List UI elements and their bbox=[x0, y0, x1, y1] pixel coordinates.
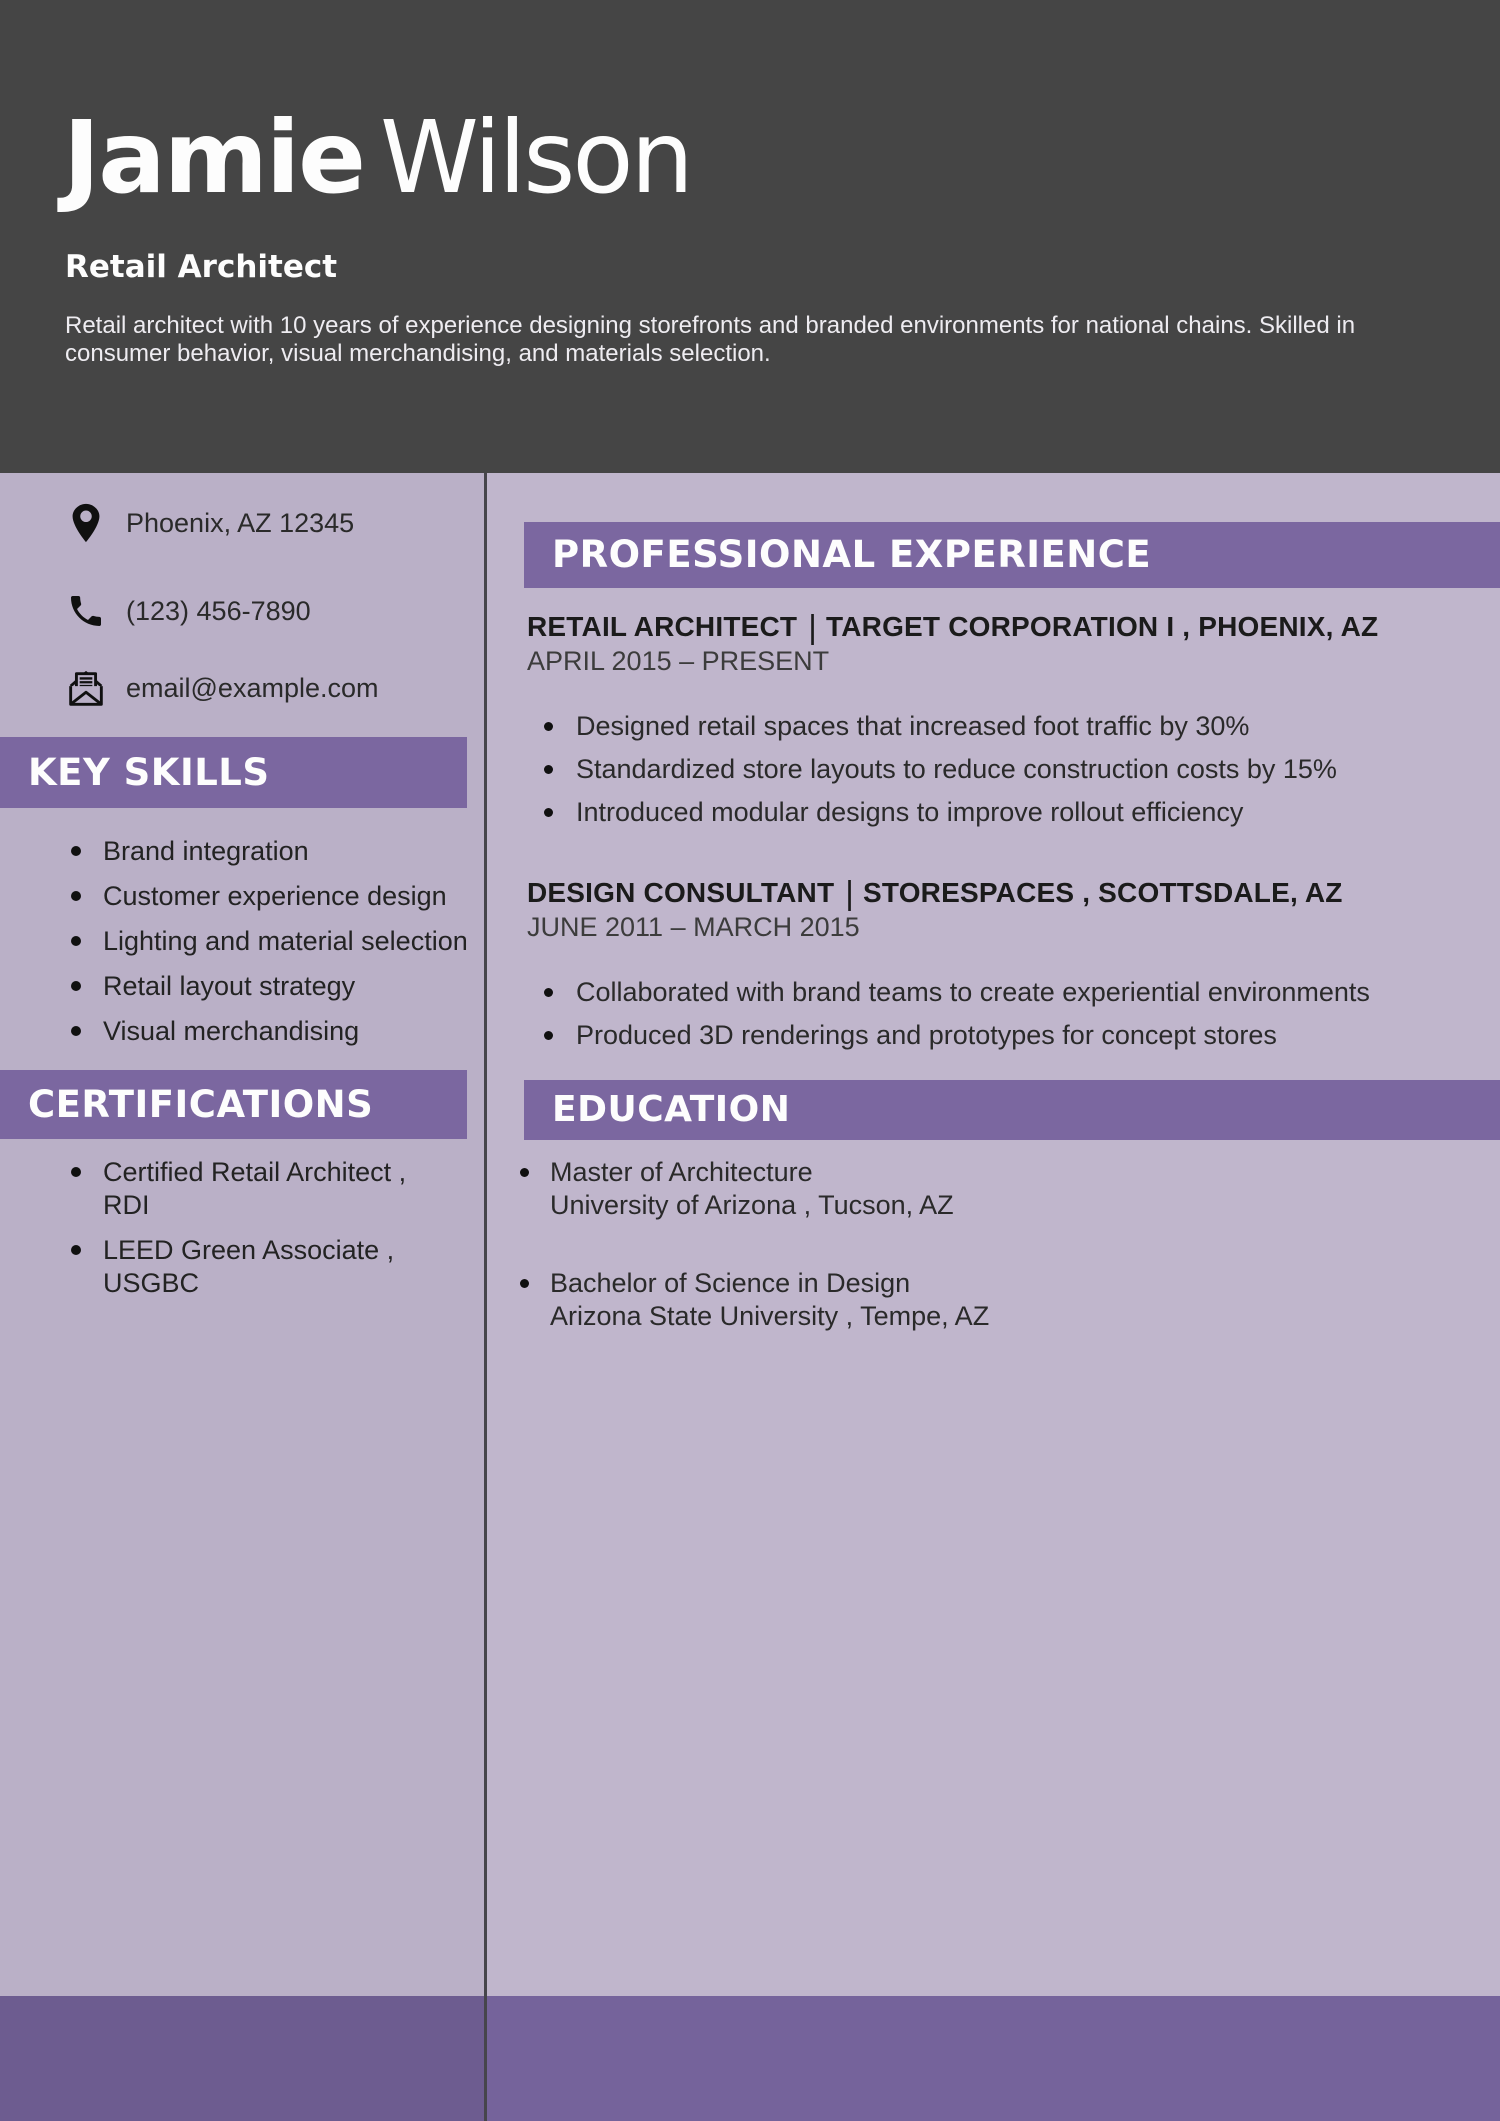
key-skills-heading bbox=[0, 737, 467, 808]
envelope-letter-icon bbox=[60, 665, 112, 711]
list-item: Designed retail spaces that increased foot traffic by 30% bbox=[527, 705, 1337, 748]
email-text: email@example.com bbox=[126, 672, 379, 703]
job-entry bbox=[527, 610, 1480, 678]
job-company: TARGET CORPORATION I , PHOENIX, AZ bbox=[826, 611, 1379, 642]
job-title-line bbox=[527, 876, 1480, 910]
list-item: Brand integration bbox=[0, 835, 478, 868]
job-entry bbox=[527, 876, 1480, 944]
list-item: Standardized store layouts to reduce construction costs by 15% bbox=[527, 748, 1337, 791]
certifications-heading-label: CERTIFICATIONS bbox=[28, 1083, 374, 1126]
phone-text: (123) 456-7890 bbox=[126, 595, 311, 626]
phone-handset-icon bbox=[60, 591, 112, 631]
list-item: Certified Retail Architect , RDI bbox=[0, 1156, 420, 1222]
education-entry bbox=[520, 1267, 989, 1333]
page-footer bbox=[0, 1996, 1500, 2121]
job-bullet-list bbox=[527, 971, 1370, 1057]
page-title: Retail Architect bbox=[65, 249, 338, 285]
location-pin-icon bbox=[60, 500, 112, 546]
list-item: Introduced modular designs to improve rollout efficiency bbox=[527, 791, 1337, 834]
list-item: Customer experience design bbox=[0, 880, 478, 913]
education-heading bbox=[524, 1080, 1500, 1140]
first-name: Jamie bbox=[63, 99, 364, 216]
list-item: Produced 3D renderings and prototypes for concept stores bbox=[527, 1014, 1370, 1057]
location-text: Phoenix, AZ 12345 bbox=[126, 507, 355, 538]
list-item: Collaborated with brand teams to create experiential environments bbox=[527, 971, 1370, 1014]
job-dates: APRIL 2015 – PRESENT bbox=[527, 646, 830, 676]
key-skills-list bbox=[0, 835, 478, 1060]
list-item: Retail layout strategy bbox=[0, 970, 478, 1003]
profile-summary: Retail architect with 10 years of experience designing storefronts and branded environments for national chains. Skilled in consumer behavior, visual merchandising, and materials selection. bbox=[65, 312, 1356, 367]
main-column bbox=[486, 473, 1500, 1996]
key-skills-heading-label: KEY SKILLS bbox=[28, 751, 270, 794]
school: Arizona State University , Tempe, AZ bbox=[550, 1301, 990, 1331]
education-entry bbox=[520, 1156, 989, 1222]
name bbox=[63, 99, 691, 216]
job-title-line bbox=[527, 610, 1480, 644]
list-item: Visual merchandising bbox=[0, 1015, 478, 1048]
pipe-separator: | bbox=[845, 874, 855, 911]
column-divider bbox=[484, 473, 487, 2121]
job-dates: JUNE 2011 – MARCH 2015 bbox=[527, 912, 860, 942]
experience-heading bbox=[524, 522, 1500, 588]
school: University of Arizona , Tucson, AZ bbox=[550, 1190, 954, 1220]
footer-left-band bbox=[0, 1996, 486, 2121]
contact-location-row bbox=[60, 499, 354, 547]
sidebar bbox=[0, 473, 486, 1996]
education-list bbox=[520, 1156, 989, 1378]
list-item: Lighting and material selection bbox=[0, 925, 478, 958]
experience-heading-label: PROFESSIONAL EXPERIENCE bbox=[552, 533, 1152, 576]
job-bullet-list bbox=[527, 705, 1337, 834]
education-heading-label: EDUCATION bbox=[552, 1089, 791, 1130]
job-role: DESIGN CONSULTANT bbox=[527, 877, 835, 908]
degree: Master of Architecture bbox=[550, 1157, 813, 1187]
last-name: Wilson bbox=[380, 99, 691, 216]
list-item: LEED Green Associate , USGBC bbox=[0, 1234, 420, 1300]
header bbox=[0, 0, 1500, 473]
footer-right-band bbox=[486, 1996, 1500, 2121]
job-company: STORESPACES , SCOTTSDALE, AZ bbox=[863, 877, 1343, 908]
degree: Bachelor of Science in Design bbox=[550, 1268, 911, 1298]
pipe-separator: | bbox=[808, 608, 818, 645]
certifications-heading bbox=[0, 1070, 467, 1139]
job-role: RETAIL ARCHITECT bbox=[527, 611, 798, 642]
contact-email-row bbox=[60, 664, 379, 712]
certifications-list bbox=[0, 1156, 420, 1312]
contact-phone-row bbox=[60, 587, 311, 635]
